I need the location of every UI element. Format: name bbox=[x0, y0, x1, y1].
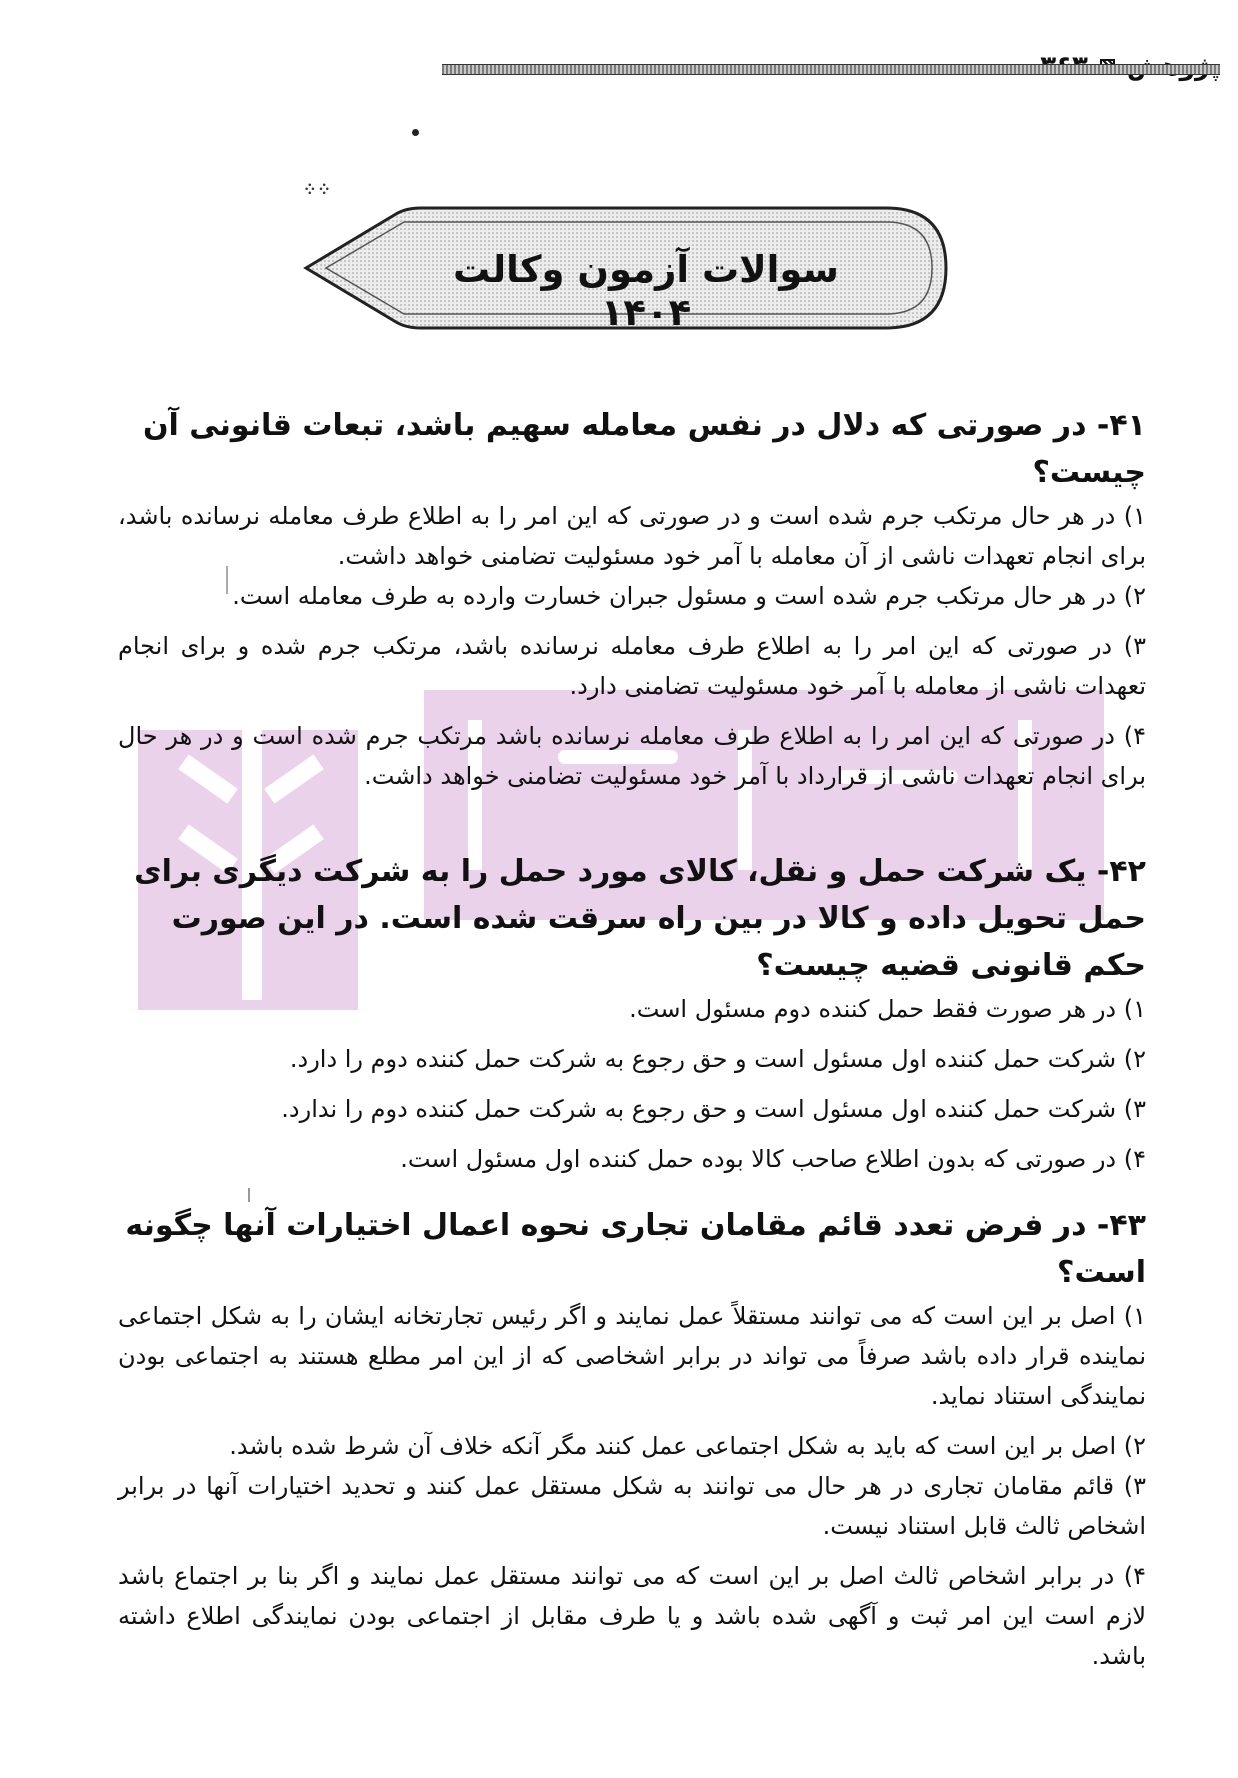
running-header bbox=[100, 44, 1220, 88]
option-2: ۲) شرکت حمل کننده اول مسئول است و حق رجوع به شرکت حمل کننده دوم را دارد. bbox=[289, 1045, 1146, 1073]
option-3: ۳) قائم مقامان تجاری در هر حال می توانند به شکل مستقل عمل کنند و تحدید اختیارات آنها در برابر اشخاص ثالث قابل استناد نیست. bbox=[118, 1472, 1146, 1540]
ink-mark bbox=[226, 566, 228, 594]
option-4: ۴) در برابر اشخاص ثالث اصل بر این است که می توانند مستقل عمل نمایند و اگر بنا بر اجتماع باشد لازم است این امر ثبت و آگهی شده باشد و یا طرف مقابل از اجتماعی بودن نمایندگی اطلاع داشته باشد. bbox=[118, 1562, 1146, 1670]
title-banner bbox=[296, 196, 956, 346]
option-2: ۲) در هر حال مرتکب جرم شده است و مسئول جبران خسارت وارده به طرف معامله است. bbox=[232, 582, 1146, 610]
question-43 bbox=[118, 1202, 1146, 1676]
option-2: ۲) اصل بر این است که باید به شکل اجتماعی عمل کنند مگر آنکه خلاف آن شرط شده باشد. bbox=[229, 1432, 1146, 1460]
question-title: ۴۱- در صورتی که دلال در نفس معامله سهیم باشد، تبعات قانونی آن چیست؟ bbox=[142, 408, 1146, 490]
ink-dot bbox=[412, 129, 419, 136]
question-title: ۴۳- در فرض تعدد قائم مقامان تجاری نحوه اعمال اختیارات آنها چگونه است؟ bbox=[125, 1208, 1146, 1290]
option-4: ۴) در صورتی که این امر را به اطلاع طرف معامله نرسانده باشد مرتکب جرم شده است و در هر حال برای انجام تعهدات ناشی از قرارداد با آمر خود مسئولیت تضامنی خواهد داشت. bbox=[118, 722, 1146, 790]
banner-title: سوالات آزمون وکالت ۱۴۰۴ bbox=[453, 248, 839, 334]
option-1: ۱) در هر صورت فقط حمل کننده دوم مسئول است. bbox=[629, 995, 1146, 1023]
option-1: ۱) در هر حال مرتکب جرم شده است و در صورتی که این امر را به اطلاع طرف معامله نرسانده باشد، برای انجام تعهدات ناشی از آن معامله با آمر خود مسئولیت تضامنی خواهد داشت. bbox=[118, 502, 1146, 570]
question-41 bbox=[118, 402, 1146, 796]
ink-mark bbox=[248, 1188, 250, 1202]
option-1: ۱) اصل بر این است که می توانند مستقلاً عمل نمایند و اگر رئیس تجارتخانه ایشان را به شکل اجتماعی نماینده قرار داده باشد صرفاً می تواند در برابر اشخاصی که از این امر مطلع هستند به اجتماعی بودن نمایندگی استناد نماید. bbox=[118, 1302, 1146, 1410]
option-3: ۳) شرکت حمل کننده اول مسئول است و حق رجوع به شرکت حمل کننده دوم را ندارد. bbox=[281, 1095, 1146, 1123]
flourish-icon: ᠅᠅ bbox=[300, 178, 329, 202]
option-3: ۳) در صورتی که این امر را به اطلاع طرف معامله نرسانده باشد، مرتکب جرم شده و برای انجام تعهدات ناشی از معامله با آمر خود مسئولیت تضامنی دارد. bbox=[118, 632, 1146, 700]
option-4: ۴) در صورتی که بدون اطلاع صاحب کالا بوده حمل کننده اول مسئول است. bbox=[400, 1145, 1146, 1173]
question-42 bbox=[118, 848, 1146, 1179]
header-rule bbox=[442, 64, 1220, 75]
question-title: ۴۲- یک شرکت حمل و نقل، کالای مورد حمل را به شرکت دیگری برای حمل تحویل داده و کالا در بین راه سرقت شده است. در این صورت حکم قانونی قضیه چیست؟ bbox=[134, 854, 1146, 983]
